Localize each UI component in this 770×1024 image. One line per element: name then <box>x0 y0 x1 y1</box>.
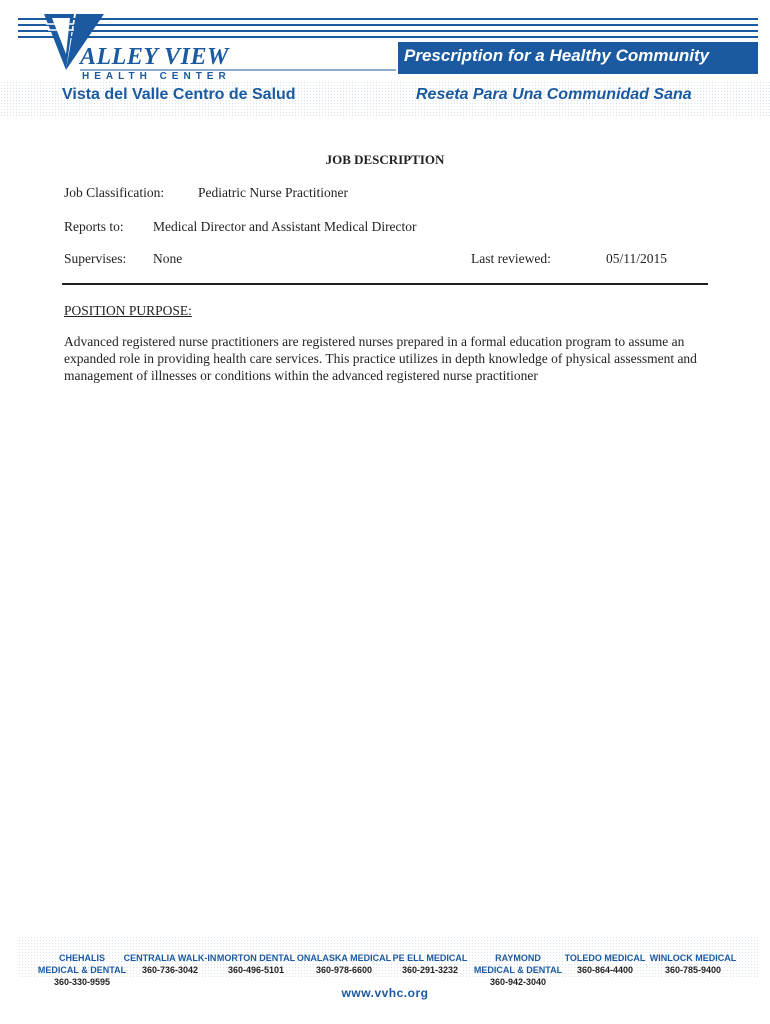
last-reviewed-label: Last reviewed: <box>471 251 551 266</box>
location-toledo <box>562 952 648 976</box>
location-name: RAYMOND <box>495 953 541 963</box>
website-link[interactable]: www.vvhc.org <box>341 986 429 1000</box>
location-name: CENTRALIA WALK-IN <box>123 953 217 963</box>
letterhead <box>0 0 770 120</box>
brand-name: ALLEY VIEW <box>80 44 229 70</box>
header-stripes <box>18 18 758 38</box>
reports-to-label: Reports to: <box>64 219 124 234</box>
location-raymond <box>472 952 564 988</box>
location-pe-ell <box>386 952 474 976</box>
location-name: PE ELL MEDICAL <box>392 953 468 963</box>
location-phone: 360-785-9400 <box>664 965 722 975</box>
supervises-value: None <box>153 251 183 266</box>
footer <box>0 936 770 1024</box>
last-reviewed-value: 05/11/2015 <box>606 251 668 266</box>
location-phone: 360-942-3040 <box>489 977 547 987</box>
location-name-line2: MEDICAL & DENTAL <box>37 965 127 975</box>
location-onalaska <box>296 952 392 976</box>
location-name: ONALASKA MEDICAL <box>296 953 392 963</box>
location-phone: 360-978-6600 <box>315 965 373 975</box>
reports-to-value: Medical Director and Assistant Medical Director <box>153 219 417 234</box>
location-name: CHEHALIS <box>58 953 105 963</box>
location-phone: 360-736-3042 <box>141 965 199 975</box>
location-phone: 360-864-4400 <box>576 965 634 975</box>
location-morton <box>210 952 302 976</box>
location-winlock <box>646 952 740 976</box>
job-classification-value: Pediatric Nurse Practitioner <box>198 185 348 200</box>
location-phone: 360-330-9595 <box>53 977 111 987</box>
location-name: TOLEDO MEDICAL <box>564 953 646 963</box>
position-purpose-text: Advanced registered nurse practitioners are registered nurses prepared in a formal education program to assume an expanded role in providing health care services. This practice utilizes in depth knowledge of physical assessment and management of illnesses or conditions within the advanced registered nurse practitioner <box>64 334 697 383</box>
location-name: MORTON DENTAL <box>216 953 296 963</box>
location-centralia <box>122 952 218 976</box>
tagline-spanish: Reseta Para Una Communidad Sana <box>416 86 692 103</box>
brand-subtitle: HEALTH CENTER <box>82 71 231 82</box>
section-heading: POSITION PURPOSE: <box>64 303 192 318</box>
section-divider <box>62 283 708 285</box>
location-phone: 360-496-5101 <box>227 965 285 975</box>
location-name-line2: MEDICAL & DENTAL <box>473 965 563 975</box>
document-title: JOB DESCRIPTION <box>325 152 445 167</box>
brand-spanish-name: Vista del Valle Centro de Salud <box>62 86 296 103</box>
tagline: Prescription for a Healthy Community <box>404 46 710 65</box>
location-chehalis <box>34 952 130 988</box>
supervises-label: Supervises: <box>64 251 127 266</box>
location-phone: 360-291-3232 <box>401 965 459 975</box>
job-classification-label: Job Classification: <box>64 185 165 200</box>
location-name: WINLOCK MEDICAL <box>649 953 737 963</box>
